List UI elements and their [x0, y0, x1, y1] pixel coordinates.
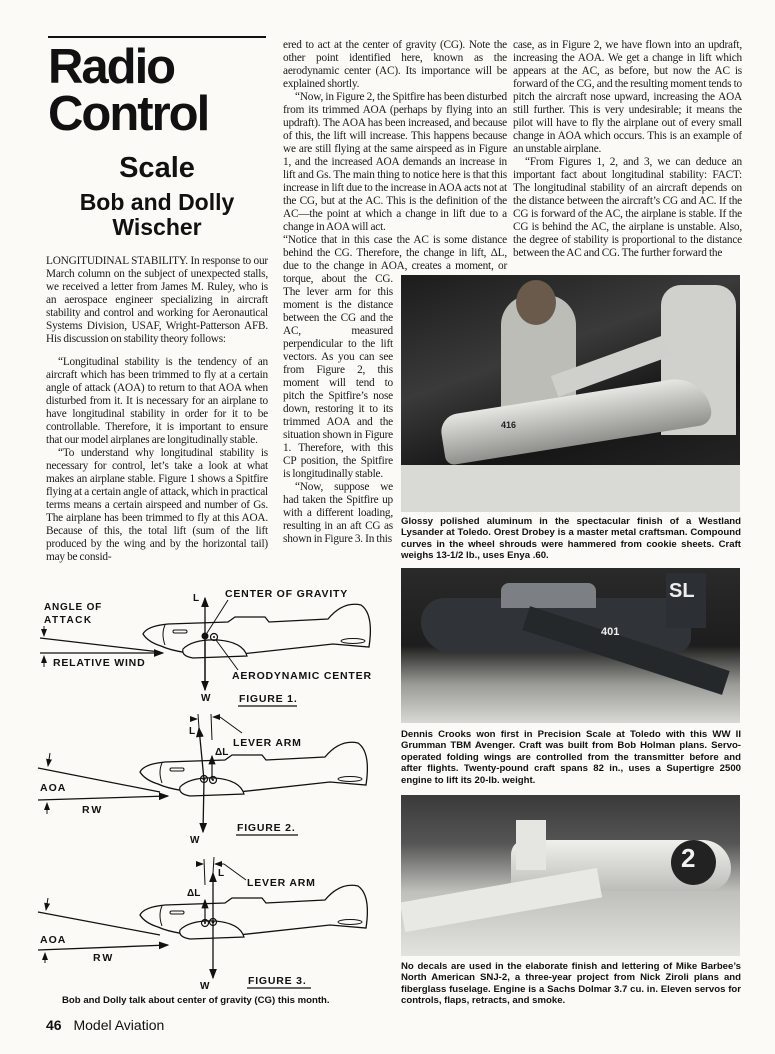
- fig1-wind-label: RELATIVE WIND: [53, 657, 146, 669]
- photo-marking: 416: [501, 420, 517, 430]
- fig3-lift-label: L: [218, 868, 225, 879]
- fig1-aoa-label-1: ANGLE OF: [44, 602, 103, 613]
- article-paragraph: “Notice that in this case the AC is some distance behind the CG. Therefore, the change in lift, ΔL, due to the change in AOA, creates a: [283, 234, 507, 272]
- page-footer: [46, 1017, 164, 1033]
- fig3-weight-label: W: [200, 981, 210, 992]
- fig3-wind-label: RW: [93, 952, 115, 964]
- article-paragraph: “To understand why longitudinal stability is necessary for control, let’s take a look at what makes an airplane stable. Figure 1 shows a Spitfire flying at a certain angle of attack, which in practical terms means a certain airspeed and number of Gs. The airplane has been trimmed to fly at this AOA. Because of this, the total lift (sum of the lift produced by the wing and by the horizontal tail) may be consid-: [46, 447, 268, 563]
- fig3-aoa-label: AOA: [40, 934, 67, 946]
- fig1-lift-label: L: [193, 593, 200, 604]
- article-paragraph: “Now, in Figure 2, the Spitfire has been disturbed from its trimmed AOA (perhaps by flying into an updraft). The AOA has been increased, and because of this, the lift will increase. This happens because we are still flying at the same airspeed as in Figure 1, and the increased AOA demands an increase in lift and Gs. The main thing to notice here is that this increase in lift due to the increase in AOA acts not at the CG, but at the AC. This is the definition of the AC—the point at which a change in lift due to a change in AOA will act.: [283, 91, 507, 233]
- photo-marking: 2: [681, 843, 696, 873]
- article-paragraph: moment, or torque, about the CG. The lever arm for this moment is the distance between the CG and the AC, measured perpendicular to the lift vectors. As you can see from Figure 2, this moment will tend to pitch the Spitfire’s nose down, restoring it to its trimmed AOA and the situation shown in Figure 1. Therefore, with this CP position, the Spitfire is longitudinally stable.: [283, 260, 508, 480]
- photo-caption: Dennis Crooks won first in Precision Scale at Toledo with this WW II Grumman TBM Avenger. Craft was built from Bob Holman plans. Servo-operated folding wings are controlled from the transmitter before and after flights. Twenty-pound craft spans 82 in., uses a Supertigre 2500 engine to lift its 20-lb. weight.: [401, 729, 741, 786]
- photo-caption: Glossy polished aluminum in the spectacular finish of a Westland Lysander at Toledo. Orest Drobey is a master metal craftsman. Compound curves in the wheel shrouds were hammered from cookie sheets. Craft weighs 13-1/2 lb., uses Enya .60.: [401, 516, 741, 562]
- fig2-wind-label: RW: [82, 804, 104, 816]
- title-line-1: Radio: [48, 40, 175, 94]
- column-subtitle: Scale: [119, 152, 195, 184]
- fig2-delta-lift-label: ΔL: [215, 747, 229, 758]
- photo-marking: 401: [601, 626, 620, 638]
- fig2-weight-label: W: [190, 835, 200, 846]
- magazine-name: Model Aviation: [73, 1017, 165, 1033]
- fig3-delta-lift-label: ΔL: [187, 888, 201, 899]
- photo-aircraft-tail: [516, 820, 546, 870]
- fig2-caption: FIGURE 2.: [237, 822, 296, 834]
- fig2-lever-label: LEVER ARM: [233, 737, 302, 749]
- article-column-1: [46, 255, 268, 564]
- fig1-cg-label: CENTER OF GRAVITY: [225, 588, 349, 600]
- article-paragraph: case, as in Figure 2, we have flown into an updraft, increasing the AOA. We get a change in lift which appears at the AC, as before, but now the AC is forward of the CG, and the resulting moment tends to pitch the aircraft nose upward, increasing the AOA still further. This is very undesirable; it means the pilot will have to fly the airplane out of every small change in AOA which occurs. This is an example of an unstable airplane.: [513, 39, 742, 155]
- article-paragraph: “Longitudinal stability is the tendency of an aircraft which has been trimmed to fly at a certain angle of attack (AOA) to return to that AOA when disturbed from it. It is necessary for an airplane to have longitudinal stability in order for it to be controllable. Therefore, it is important to ensure that our model airplanes are longitudinally stable.: [46, 356, 268, 446]
- photo-aircraft-canopy: [501, 583, 596, 608]
- photo-tbm-avenger: [401, 568, 740, 723]
- photo-table: [401, 465, 740, 512]
- figures-caption: Bob and Dolly talk about center of gravity (CG) this month.: [62, 995, 330, 1006]
- authors: [48, 190, 266, 240]
- article-paragraph: “From Figures 1, 2, and 3, we can deduce an important fact about longitudinal stability: FACT: The longitudinal stability of an aircraft depends on the distance between the aircraft’s CG and AC. If the CG is forward of the AC, the airplane is stable. If the CG is behind the AC, the airplane is unstable. Also, the degree of stability is proportional to the distance between the AC and CG. The further forward the: [513, 156, 742, 259]
- figure-3: [38, 857, 367, 992]
- stability-figures: [30, 580, 390, 1010]
- header-top-rule: [48, 36, 266, 38]
- photo-aircraft-wing: [401, 868, 602, 932]
- figure-2: [38, 714, 367, 846]
- title-line-2: Control: [48, 87, 209, 141]
- authors-line-2: Wischer: [112, 214, 202, 240]
- photo-westland-lysander: [401, 275, 740, 512]
- article-paragraph: ered to act at the center of gravity (CG). Note the other point identified here, known as the aerodynamic center (AC). Its importance will be explained shortly.: [283, 39, 507, 90]
- fig2-aoa-label: AOA: [40, 782, 67, 794]
- authors-line-1: Bob and Dolly: [79, 189, 235, 215]
- fig2-lift-label: L: [189, 726, 196, 737]
- photo-snj-2: [401, 795, 740, 956]
- page-number: 46: [46, 1017, 62, 1033]
- column-title: [48, 40, 273, 141]
- photo-caption: No decals are used in the elaborate finish and lettering of Mike Barbee’s North American SNJ-2, a three-year project from Nick Ziroli plans and fiberglass fuselage. Engine is a Sachs Dolmar 3.7 cu. in. Eleven servos for controls, flaps, retracts, and smoke.: [401, 961, 741, 1007]
- fig1-weight-label: W: [201, 693, 211, 704]
- article-paragraph: “Now, suppose we had taken the Spitfire up with a different loading, resulting in an aft CG as shown in Figure 3. In this: [283, 481, 393, 545]
- photo-person-head: [516, 280, 556, 325]
- fig3-caption: FIGURE 3.: [248, 975, 307, 987]
- fig1-aoa-label-2: ATTACK: [44, 615, 93, 626]
- fig1-ac-label: AERODYNAMIC CENTER: [232, 670, 372, 682]
- fig1-caption: FIGURE 1.: [239, 693, 298, 705]
- figure-1: [40, 588, 372, 706]
- article-paragraph: LONGITUDINAL STABILITY. In response to our March column on the subject of unexpected stalls, we received a letter from James M. Ruley, who is an aerospace engineer specializing in aircraft stability and control and working for Aeronautical Systems Division, USAF, Wright-Patterson AFB. His discussion on stability theory follows:: [46, 255, 268, 345]
- fig3-lever-label: LEVER ARM: [247, 877, 316, 889]
- photo-tail-marking: SL: [669, 580, 695, 602]
- article-column-3: [513, 39, 742, 273]
